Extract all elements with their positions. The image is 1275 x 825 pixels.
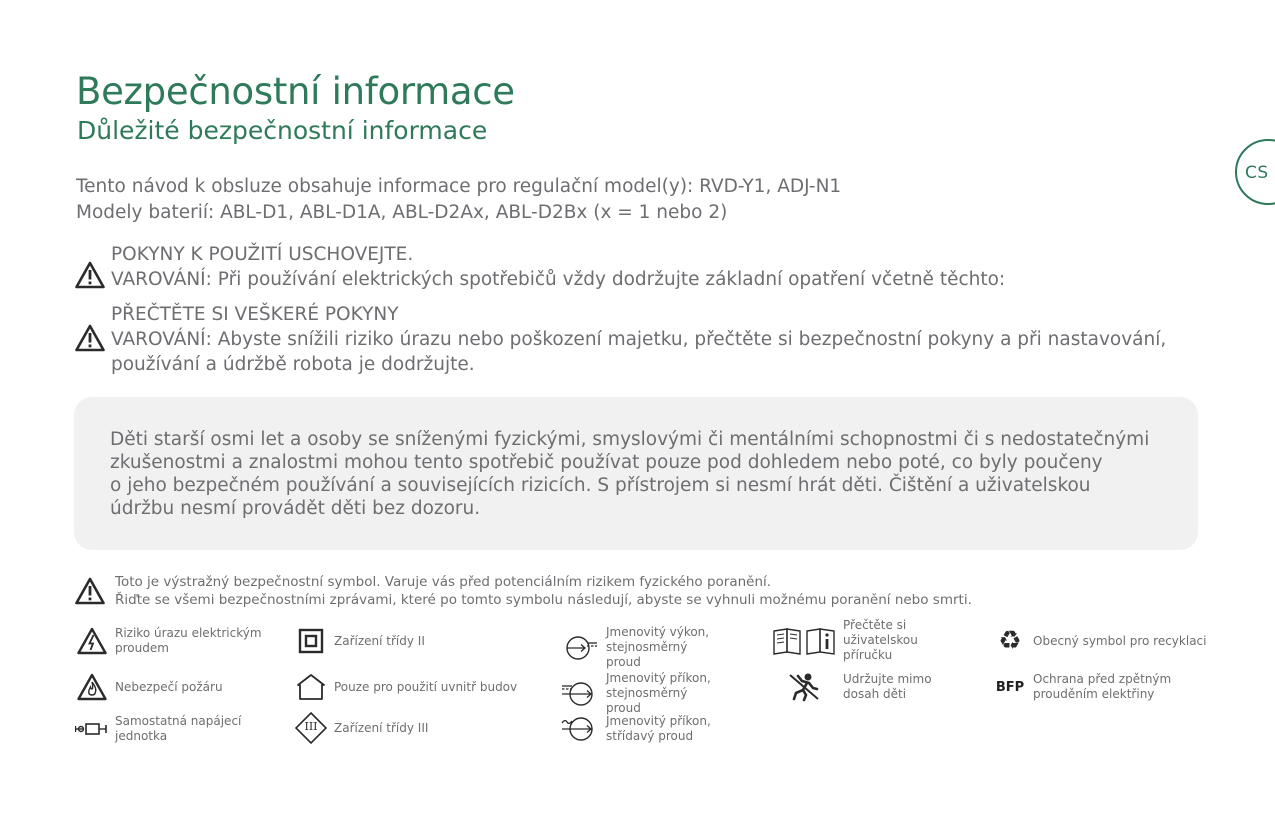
class-two-icon — [298, 628, 324, 654]
symbol-label: Pouze pro použití uvnitř budov — [334, 679, 518, 694]
symbol-ac-input — [558, 713, 726, 745]
language-badge — [1235, 139, 1275, 205]
intro-models: Tento návod k obsluze obsahuje informace pro regulační model(y): RVD-Y1, ADJ-N1 — [76, 176, 842, 197]
read-manual-icon — [772, 626, 836, 656]
symbol-psu — [75, 713, 265, 745]
symbol-label: Nebezpečí požáru — [115, 679, 223, 694]
bfp-icon — [993, 671, 1027, 703]
symbol-recycle — [993, 625, 1206, 657]
warning-text: VAROVÁNÍ: Při používání elektrických spotřebičů vždy dodržujte základní opatření včetně těchto: — [111, 269, 1006, 290]
fire-icon — [77, 673, 107, 701]
symbol-dc-output — [558, 625, 726, 670]
page-subtitle: Důležité bezpečnostní informace — [77, 116, 488, 145]
electric-shock-icon — [77, 627, 107, 655]
symbol-label: Jmenovitý příkon, stejnosměrný proud — [606, 671, 711, 715]
symbol-label: Přečtěte si uživatelskou příručku — [843, 618, 918, 662]
child-safety-notice — [74, 397, 1198, 550]
language-badge-label: CS — [1245, 163, 1269, 183]
symbol-label: Ochrana před zpětným prouděním elektřiny — [1033, 672, 1172, 701]
notice-line: o jeho bezpečném používání a souvisejících rizicích. S přístrojem si nesmí hrát děti. Čištění a uživatelskou — [110, 475, 1091, 496]
warning-heading: PŘEČTĚTE SI VEŠKERÉ POKYNY — [111, 304, 399, 325]
alert-note-line2: Řiďte se všemi bezpečnostními zprávami, které po tomto symbolu následují, abyste se vyhnuli možnému poranění nebo smrti. — [115, 592, 972, 608]
symbol-keep-away-children — [771, 671, 953, 703]
symbol-label: Zařízení třídy II — [334, 633, 425, 648]
warning-triangle-icon — [75, 261, 105, 289]
house-icon — [296, 673, 326, 701]
dc-output-icon — [559, 634, 599, 662]
keep-away-children-icon — [787, 672, 821, 702]
symbol-indoor — [294, 671, 517, 703]
bfp-mark: BFP — [995, 679, 1025, 695]
symbol-label: Jmenovitý výkon, stejnosměrný proud — [606, 625, 710, 669]
warning-text-cont: používání a údržbě robota je dodržujte. — [111, 354, 475, 375]
symbol-bfp — [993, 671, 1183, 703]
notice-line: zkušenostmi a znalostmi mohou tento spotřebič používat pouze pod dohledem nebo poté, co byly poučeny — [110, 452, 1103, 473]
symbol-label: Jmenovitý příkon, střídavý proud — [606, 714, 711, 743]
page-title: Bezpečnostní informace — [76, 70, 515, 113]
intro-batteries: Modely baterií: ABL-D1, ABL-D1A, ABL-D2Ax, ABL-D2Bx (x = 1 nebo 2) — [76, 202, 728, 223]
symbol-label: Obecný symbol pro recyklaci — [1033, 633, 1207, 648]
symbol-class-two — [294, 625, 425, 657]
ac-input-icon — [559, 715, 599, 743]
symbol-fire — [75, 671, 223, 703]
recycle-icon: ♻ — [998, 626, 1022, 656]
warning-heading: POKYNY K POUŽITÍ USCHOVEJTE. — [111, 244, 414, 265]
notice-line: Děti starší osmi let a osoby se sníženými fyzickými, smyslovými či mentálními schopnostmi či s nedostatečnými — [110, 429, 1150, 450]
symbol-class-three — [294, 712, 428, 744]
dc-input-icon — [559, 680, 599, 708]
symbol-label: Samostatná napájecí jednotka — [115, 714, 242, 743]
warning-text: VAROVÁNÍ: Abyste snížili riziko úrazu nebo poškození majetku, přečtěte si bezpečnostní pokyny a při nastavování, — [111, 329, 1167, 350]
symbol-label: Zařízení třídy III — [334, 720, 429, 735]
notice-line: údržbu nesmí provádět děti bez dozoru. — [110, 498, 481, 519]
symbol-label: Udržujte mimo dosah děti — [843, 672, 932, 701]
symbol-electric-shock — [75, 625, 265, 657]
symbol-dc-input — [558, 671, 726, 716]
class-three-numeral: III — [304, 720, 318, 733]
power-supply-icon — [75, 722, 109, 736]
alert-note-line1: Toto je výstražný bezpečnostní symbol. Varuje vás před potenciálním rizikem fyzického poranění. — [115, 574, 772, 590]
warning-triangle-icon — [75, 324, 105, 352]
child-safety-text — [110, 428, 1170, 520]
symbol-label: Riziko úrazu elektrickým proudem — [115, 626, 262, 655]
warning-triangle-icon — [75, 577, 105, 605]
symbol-read-manual — [771, 618, 953, 663]
